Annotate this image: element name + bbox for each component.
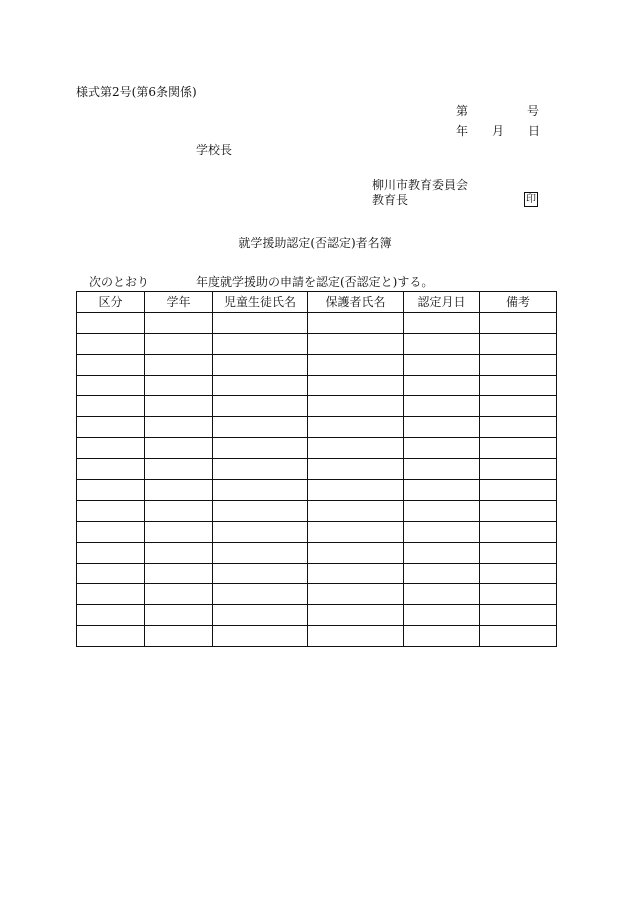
table-cell	[308, 333, 404, 354]
table-cell	[145, 417, 213, 438]
table-cell	[213, 500, 308, 521]
table-cell	[308, 459, 404, 480]
table-row	[77, 480, 557, 501]
table-cell	[480, 626, 557, 647]
table-cell	[404, 333, 480, 354]
intro-text-left: 次のとおり	[89, 275, 150, 289]
form-number: 様式第2号(第6条関係)	[76, 85, 197, 99]
table-cell	[404, 438, 480, 459]
table-cell	[480, 563, 557, 584]
table-cell	[77, 584, 145, 605]
table-cell	[404, 500, 480, 521]
table-cell	[213, 312, 308, 333]
table-cell	[213, 375, 308, 396]
table-cell	[213, 521, 308, 542]
table-cell	[404, 626, 480, 647]
intro-text-right: 年度就学援助の申請を認定(否認定と)する。	[196, 275, 434, 289]
table-cell	[308, 584, 404, 605]
table-cell	[213, 605, 308, 626]
table-cell	[77, 375, 145, 396]
table-cell	[145, 333, 213, 354]
table-cell	[213, 542, 308, 563]
table-row	[77, 354, 557, 375]
table-cell	[145, 626, 213, 647]
table-cell	[404, 312, 480, 333]
issuer-organization: 柳川市教育委員会	[372, 178, 469, 192]
table-cell	[145, 480, 213, 501]
table-cell	[77, 438, 145, 459]
header-remarks: 備考	[480, 292, 557, 313]
table-row	[77, 459, 557, 480]
table-cell	[480, 605, 557, 626]
table-row	[77, 626, 557, 647]
table-cell	[308, 626, 404, 647]
table-cell	[145, 500, 213, 521]
table-cell	[308, 396, 404, 417]
header-student-name: 児童生徒氏名	[213, 292, 308, 313]
table-cell	[404, 563, 480, 584]
table-cell	[404, 584, 480, 605]
table-cell	[77, 333, 145, 354]
table-row	[77, 584, 557, 605]
table-row	[77, 417, 557, 438]
table-cell	[145, 438, 213, 459]
table-cell	[77, 354, 145, 375]
table-cell	[308, 375, 404, 396]
table-cell	[404, 480, 480, 501]
table-cell	[480, 480, 557, 501]
table-cell	[308, 542, 404, 563]
table-cell	[213, 438, 308, 459]
header-approval-date: 認定月日	[404, 292, 480, 313]
table-cell	[308, 354, 404, 375]
date-day-label: 日	[528, 124, 541, 138]
table-cell	[145, 542, 213, 563]
table-cell	[480, 333, 557, 354]
table-row	[77, 500, 557, 521]
table-cell	[308, 417, 404, 438]
table-cell	[77, 500, 145, 521]
table-cell	[213, 417, 308, 438]
table-row	[77, 375, 557, 396]
document-title: 就学援助認定(否認定)者名簿	[238, 236, 392, 250]
table-cell	[77, 563, 145, 584]
table-row	[77, 542, 557, 563]
issuer-title: 教育長	[372, 193, 409, 207]
table-header-row	[77, 292, 557, 313]
doc-number-prefix: 第	[456, 104, 469, 118]
table-cell	[480, 354, 557, 375]
header-category: 区分	[77, 292, 145, 313]
table-cell	[308, 605, 404, 626]
table-cell	[77, 480, 145, 501]
table-cell	[77, 542, 145, 563]
table-row	[77, 605, 557, 626]
table-row	[77, 333, 557, 354]
table-cell	[213, 626, 308, 647]
table-cell	[308, 480, 404, 501]
table-cell	[145, 584, 213, 605]
table-row	[77, 312, 557, 333]
header-grade: 学年	[145, 292, 213, 313]
table-row	[77, 396, 557, 417]
table-cell	[480, 459, 557, 480]
table-cell	[480, 521, 557, 542]
table-cell	[480, 584, 557, 605]
table-row	[77, 563, 557, 584]
table-cell	[145, 396, 213, 417]
table-cell	[145, 521, 213, 542]
table-cell	[213, 584, 308, 605]
table-row	[77, 438, 557, 459]
table-cell	[308, 500, 404, 521]
table-cell	[145, 354, 213, 375]
table-cell	[213, 563, 308, 584]
table-cell	[480, 542, 557, 563]
table-cell	[480, 438, 557, 459]
table-cell	[213, 459, 308, 480]
table-cell	[480, 312, 557, 333]
table-cell	[213, 333, 308, 354]
table-cell	[480, 375, 557, 396]
table-body	[77, 312, 557, 646]
table-cell	[308, 312, 404, 333]
table-cell	[145, 375, 213, 396]
register-table	[76, 291, 557, 647]
table-cell	[213, 354, 308, 375]
table-cell	[404, 417, 480, 438]
table-cell	[480, 417, 557, 438]
table-cell	[404, 375, 480, 396]
table-cell	[404, 521, 480, 542]
table-row	[77, 521, 557, 542]
table-cell	[145, 459, 213, 480]
table-cell	[77, 626, 145, 647]
date-year-label: 年	[456, 124, 469, 138]
table-cell	[145, 605, 213, 626]
table-cell	[77, 459, 145, 480]
table-cell	[77, 605, 145, 626]
table-cell	[77, 396, 145, 417]
doc-number-suffix: 号	[527, 104, 540, 118]
table-cell	[480, 396, 557, 417]
seal-mark: 印	[526, 194, 536, 205]
table-cell	[145, 312, 213, 333]
table-cell	[404, 459, 480, 480]
table-cell	[404, 354, 480, 375]
table-cell	[404, 542, 480, 563]
table-cell	[145, 563, 213, 584]
table-cell	[308, 521, 404, 542]
addressee: 学校長	[196, 143, 233, 157]
table-cell	[404, 605, 480, 626]
header-guardian-name: 保護者氏名	[308, 292, 404, 313]
table-cell	[404, 396, 480, 417]
table-cell	[77, 417, 145, 438]
table-cell	[308, 438, 404, 459]
table-cell	[308, 563, 404, 584]
table-cell	[480, 500, 557, 521]
table-cell	[213, 396, 308, 417]
table-cell	[77, 521, 145, 542]
date-month-label: 月	[492, 124, 505, 138]
table-cell	[77, 312, 145, 333]
table-cell	[213, 480, 308, 501]
